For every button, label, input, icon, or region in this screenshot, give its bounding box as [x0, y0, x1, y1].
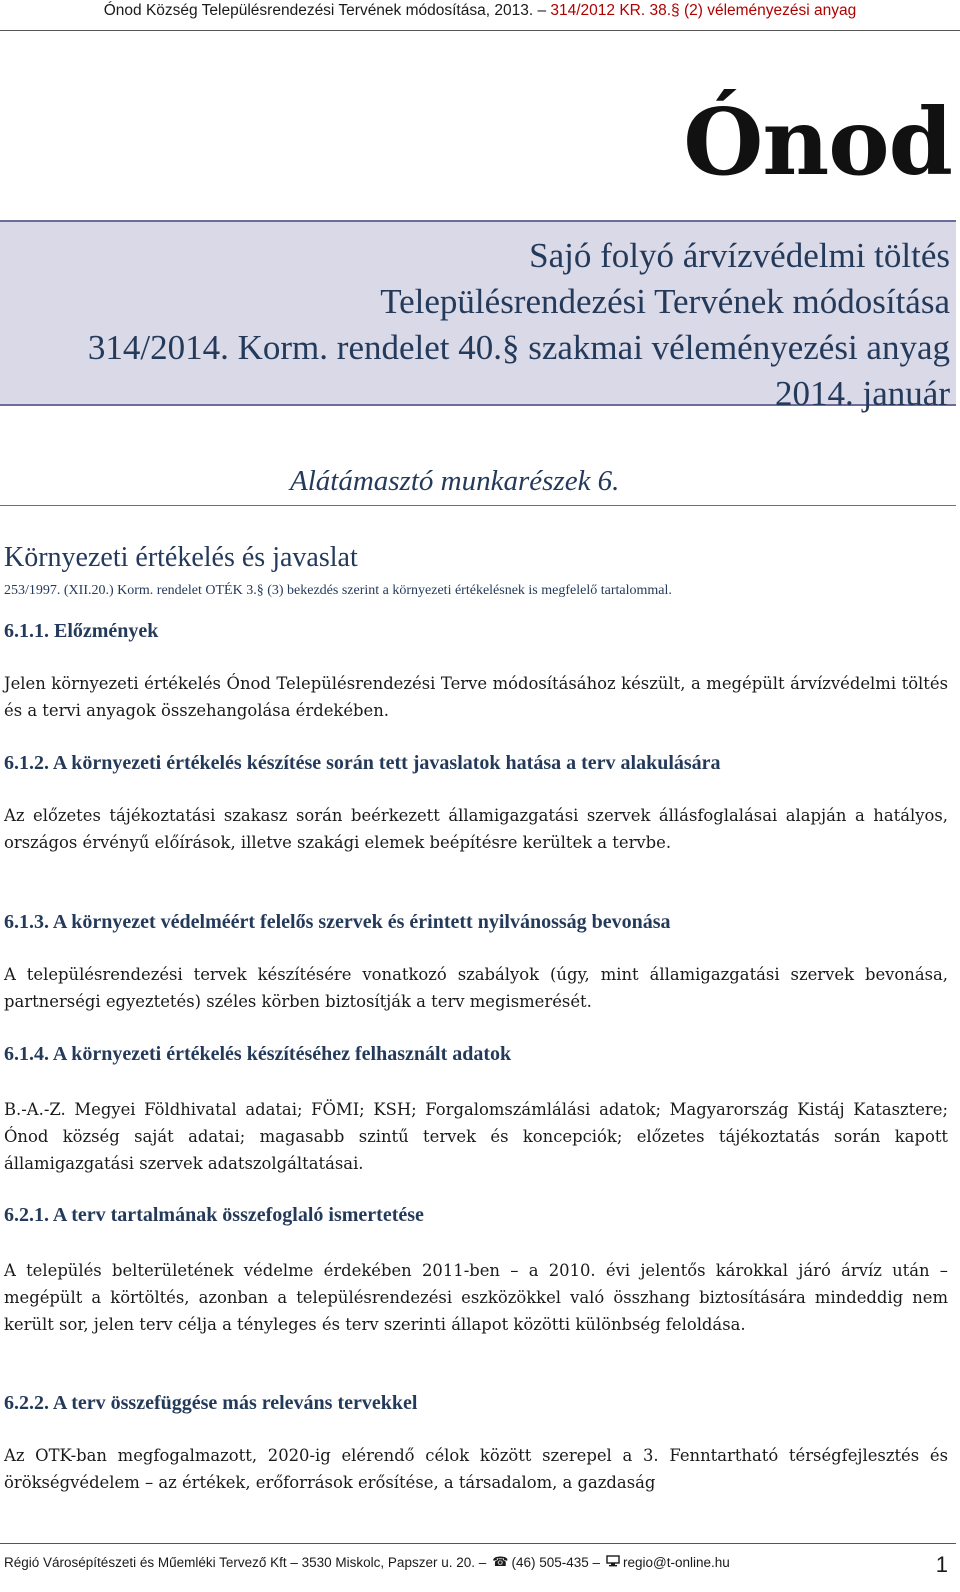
header-prefix: Ónod Község Településrendezési Tervének módosítása, 2013. –	[103, 2, 547, 19]
header-divider	[0, 30, 960, 31]
paragraph-6-1-3: A településrendezési tervek készítésére vonatkozó szabályok (úgy, mint államigazgatási szervek bevonása, partnerségi egyeztetés) széles körben biztosítják a terv megismerését.	[4, 965, 948, 1011]
paragraph-6-2-2: Az OTK-ban megfogalmazott, 2020-ig elérendő célok között szerepel a 3. Fenntartható térségfejlesztés és örökségvédelem – az értékek, erőforrások erősítése, a társadalom, a gazdaság	[4, 1446, 948, 1492]
footer-company: Régió Városépítészeti és Műemléki Tervező Kft – 3530 Miskolc, Papszer u. 20. –	[4, 1554, 487, 1570]
section-divider	[0, 505, 956, 506]
footer	[4, 1554, 730, 1570]
page-number: 1	[935, 1552, 948, 1577]
phone-icon: ☎	[492, 1554, 509, 1569]
title-line-1: Sajó folyó árvízvédelmi töltés	[529, 236, 950, 275]
section-subtitle: 253/1997. (XII.20.) Korm. rendelet OTÉK 3.§ (3) bekezdés szerint a környezeti értékelésnek is megfelelő tartalommal.	[4, 583, 672, 598]
heading-6-2-1: 6.2.1. A terv tartalmának összefoglaló ismertetése	[4, 1204, 424, 1226]
section-title: Környezeti értékelés és javaslat	[4, 542, 358, 573]
paragraph-6-1-4: B.-A.-Z. Megyei Földhivatal adatai; FÖMI; KSH; Forgalomszámlálási adatok; Magyarország Kistáj Katasztere; Ónod község saját adatai; magasabb szintű tervek és koncepciók; előzetes tájékoztatás során kapott államigazgatási szervek adatszolgáltatásai.	[4, 1100, 948, 1173]
header-highlight: 314/2012 KR. 38.§ (2) véleményezési anyag	[550, 2, 857, 19]
paragraph-6-2-1: A település belterületének védelme érdekében 2011-ben – a 2010. évi jelentős károkkal járó árvíz után – megépült a körtöltés, azonban a településrendezési eszközökkel való összhang biztosítására mindeddig nem került sor, jelen terv célja a tényleges és terv szerinti állapot közötti különbség feloldása.	[4, 1261, 948, 1334]
footer-phone: (46) 505-435 –	[511, 1554, 601, 1570]
place-name: Ónod	[683, 88, 952, 196]
heading-6-2-2: 6.2.2. A terv összefüggése más releváns tervekkel	[4, 1392, 418, 1414]
heading-6-1-2: 6.1.2. A környezeti értékelés készítése során tett javaslatok hatása a terv alakulására	[4, 752, 721, 774]
paragraph-6-1-1: Jelen környezeti értékelés Ónod Településrendezési Terve módosításához készült, a megépült árvízvédelmi töltés és a tervi anyagok összehangolása érdekében.	[4, 674, 948, 720]
computer-icon	[606, 1555, 620, 1570]
heading-6-1-1: 6.1.1. Előzmények	[4, 620, 159, 642]
section-number: Alátámasztó munkarészek 6.	[290, 465, 620, 497]
footer-divider	[0, 1543, 956, 1544]
title-line-date: 2014. január	[775, 374, 950, 413]
title-line-2: Településrendezési Tervének módosítása	[380, 282, 950, 321]
title-line-3: 314/2014. Korm. rendelet 40.§ szakmai véleményezési anyag	[87, 328, 950, 367]
footer-email[interactable]: regio@t-online.hu	[623, 1554, 730, 1570]
running-header	[0, 2, 960, 20]
paragraph-6-1-2: Az előzetes tájékoztatási szakasz során beérkezett államigazgatási szervek állásfoglalásai alapján a hatályos, országos érvényű előírások, illetve szakági elemek beépítésre kerültek a tervbe.	[4, 806, 948, 852]
heading-6-1-4: 6.1.4. A környezeti értékelés készítéséhez felhasznált adatok	[4, 1043, 512, 1065]
heading-6-1-3: 6.1.3. A környezet védelméért felelős szervek és érintett nyilvánosság bevonása	[4, 911, 671, 933]
